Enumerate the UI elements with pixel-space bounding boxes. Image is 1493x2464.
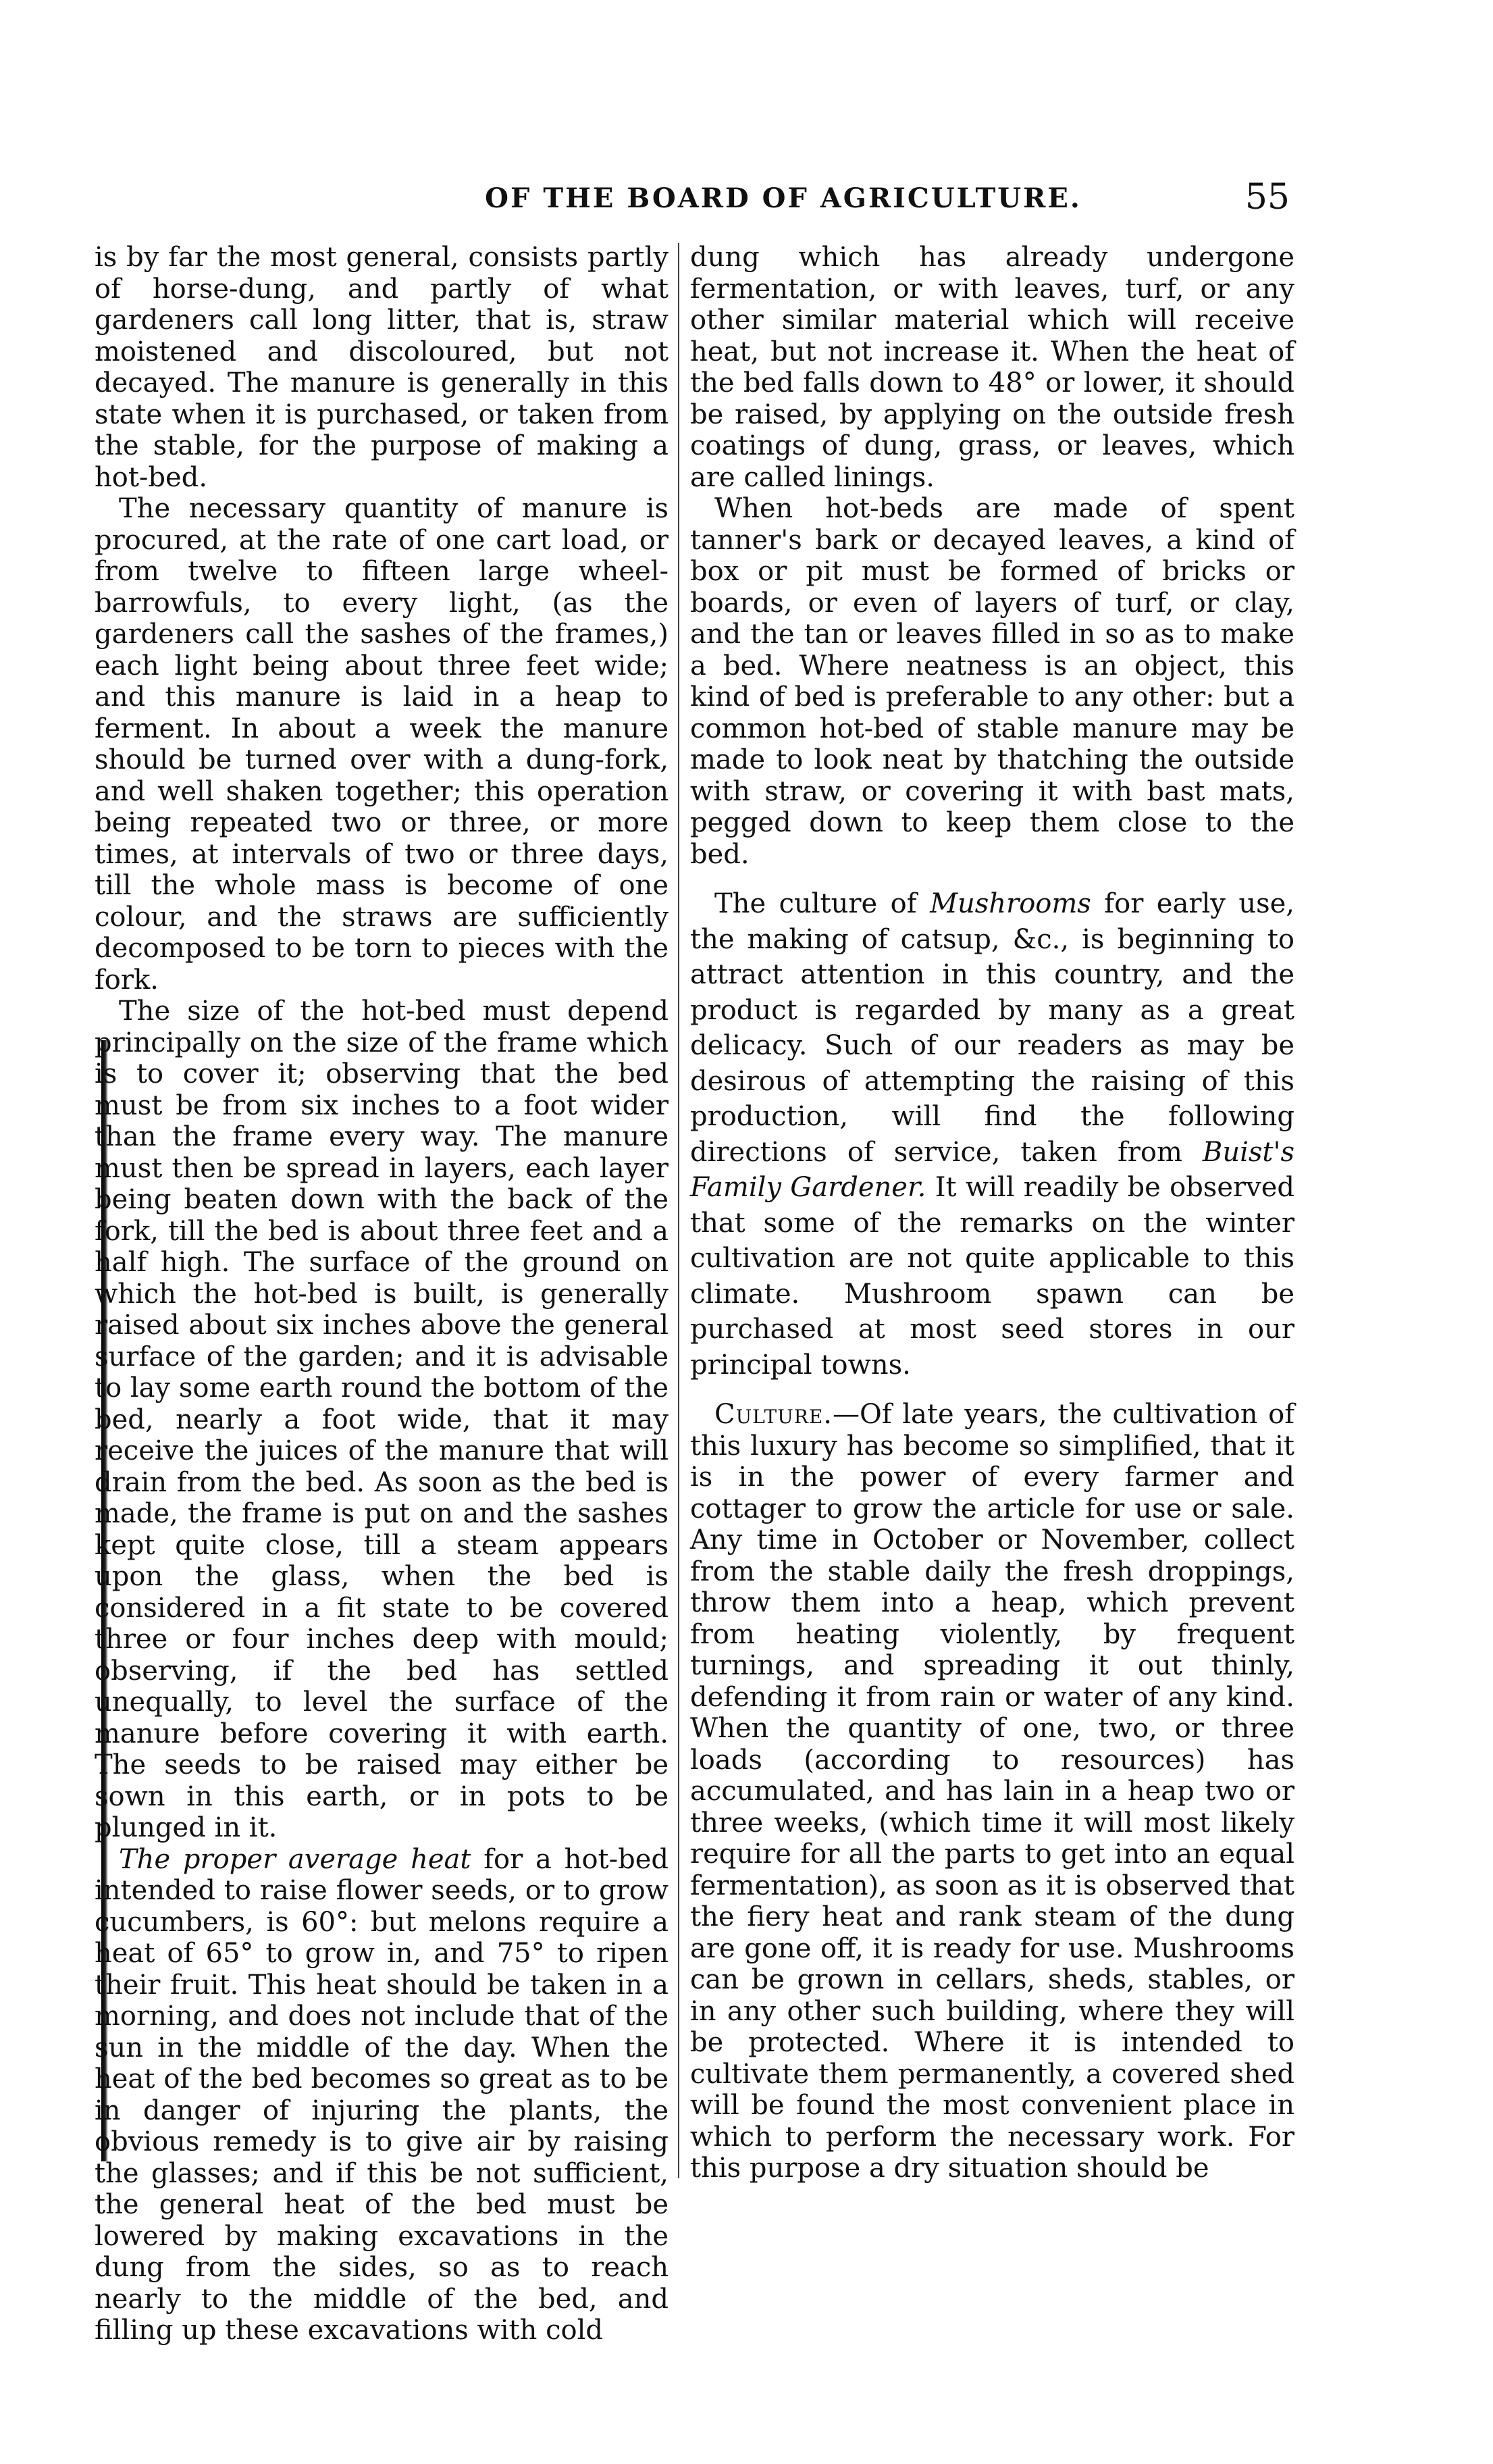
buist-family-gardener-italic: Buist's Family Gardener. (690, 1136, 1294, 1203)
culture-heading: Culture. (714, 1399, 833, 1430)
left-paragraph-1: is by far the most general, consists partly of horse-dung, and partly of what gardeners call long litter, that is, straw moistened and discoloured, but not decayed. The manure is generally in this state when it is purchased, or taken from the stable, for the purpose of making a hot-bed. (95, 242, 669, 493)
mushrooms-italic: Mushrooms (930, 888, 1091, 919)
running-head (405, 177, 1290, 230)
right-paragraph-4-text: —Of late years, the cultivation of this luxury has become so simplified, that it is in the power of every farmer and cottager to grow the article for use or sale. Any time in October or November, collect from the stable daily the fresh droppings, throw them into a heap, which prevent from heating violently, by frequent turnings, and spreading it out thinly, defending it from rain or water of any kind. When the quantity of one, two, or three loads (according to resources) has accumulated, and has lain in a heap two or three weeks, (which time it will most likely require for all the parts to get into an equal fermentation), as soon as it is observed that the fiery heat and rank steam of the dung are gone off, it is ready for use. Mushrooms can be grown in cellars, sheds, stables, or in any other such building, where they will be protected. Where it is intended to cultivate them permanently, a covered shed will be found the most convenient place in which to perform the necessary work. For this purpose a dry situation should be (690, 1399, 1294, 2184)
left-paragraph-2: The necessary quantity of manure is procured, at the rate of one cart load, or from twelve to fifteen large wheel-barrowfuls, to every light, (as the gardeners call the sashes of the frames,) each light being about three feet wide; and this manure is laid in a heap to ferment. In about a week the manure should be turned over with a dung-fork, and well shaken together; this operation being repeated two or three, or more times, at intervals of two or three days, till the whole mass is become of one colour, and the straws are sufficiently decomposed to be torn to pieces with the fork. (95, 493, 669, 996)
running-title: OF THE BOARD OF AGRICULTURE. (485, 182, 1082, 214)
right-paragraph-2: When hot-beds are made of spent tanner's bark or decayed leaves, a kind of box or pit must be formed of bricks or boards, or even of layers of turf, or clay, and the tan or leaves filled in so as to make a bed. Where neatness is an object, this kind of bed is preferable to any other: but a common hot-bed of stable manure may be made to look neat by thatching the outside with straw, or covering it with bast mats, pegged down to keep them close to the bed. (690, 493, 1294, 870)
mushroom-intro (690, 886, 1294, 1383)
proper-average-heat-italic: The proper average heat (119, 1843, 471, 1875)
left-paragraph-3: The size of the hot-bed must depend principally on the size of the frame which is to cover it; observing that the bed must be from six inches to a foot wider than the frame every way. The manure must then be spread in layers, each layer being beaten down with the back of the fork, till the bed is about three feet and a half high. The surface of the ground on which the hot-bed is built, is generally raised about six inches above the general surface of the garden; and it is advisable to lay some earth round the bottom of the bed, nearly a foot wide, that it may receive the juices of the manure that will drain from the bed. As soon as the bed is made, the frame is put on and the sashes kept quite close, till a steam appears upon the glass, when the bed is considered in a fit state to be covered three or four inches deep with mould; observing, if the bed has settled unequally, to level the surface of the manure before covering it with earth. The seeds to be raised may either be sown in this earth, or in pots to be plunged in it. (95, 996, 669, 1843)
right-column (690, 242, 1294, 2184)
right-paragraph-3-c: It will readily be observed that some of the remarks on the winter cultivation are not quite applicable to this climate. Mushroom spawn can be purchased at most seed stores in our principal towns. (690, 1172, 1295, 1381)
column-divider (678, 243, 679, 2178)
left-paragraph-4-text: for a hot-bed intended to raise flower seeds, or to grow cucumbers, is 60°: but melons require a heat of 65° to grow in, and 75° to ripen their fruit. This heat should be taken in a morning, and does not include that of the sun in the middle of the day. When the heat of the bed becomes so great as to be in danger of injuring the plants, the obvious remedy is to give air by raising the glasses; and if this be not sufficient, the general heat of the bed must be lowered by making excavations in the dung from the sides, so as to reach nearly to the middle of the bed, and filling up these excavations with cold (95, 1843, 669, 2346)
page-number: 55 (1245, 177, 1290, 217)
left-column (95, 242, 669, 2346)
right-paragraph-1: dung which has already undergone fermentation, or with leaves, turf, or any other similar material which will receive heat, but not increase it. When the heat of the bed falls down to 48° or lower, it should be raised, by applying on the outside fresh coatings of dung, grass, or leaves, which are called linings. (690, 242, 1294, 493)
right-paragraph-3-a: The culture of (714, 888, 931, 919)
right-paragraph-4 (690, 1399, 1294, 2184)
right-paragraph-3 (690, 886, 1294, 1383)
left-paragraph-4 (95, 1844, 669, 2346)
right-paragraph-3-b: for early use, the making of catsup, &c., is beginning to attract attention in this country, and the product is regarded by many as a great delicacy. Such of our readers as may be desirous of attempting the raising of this production, will find the following directions of service, taken from (690, 888, 1295, 1168)
